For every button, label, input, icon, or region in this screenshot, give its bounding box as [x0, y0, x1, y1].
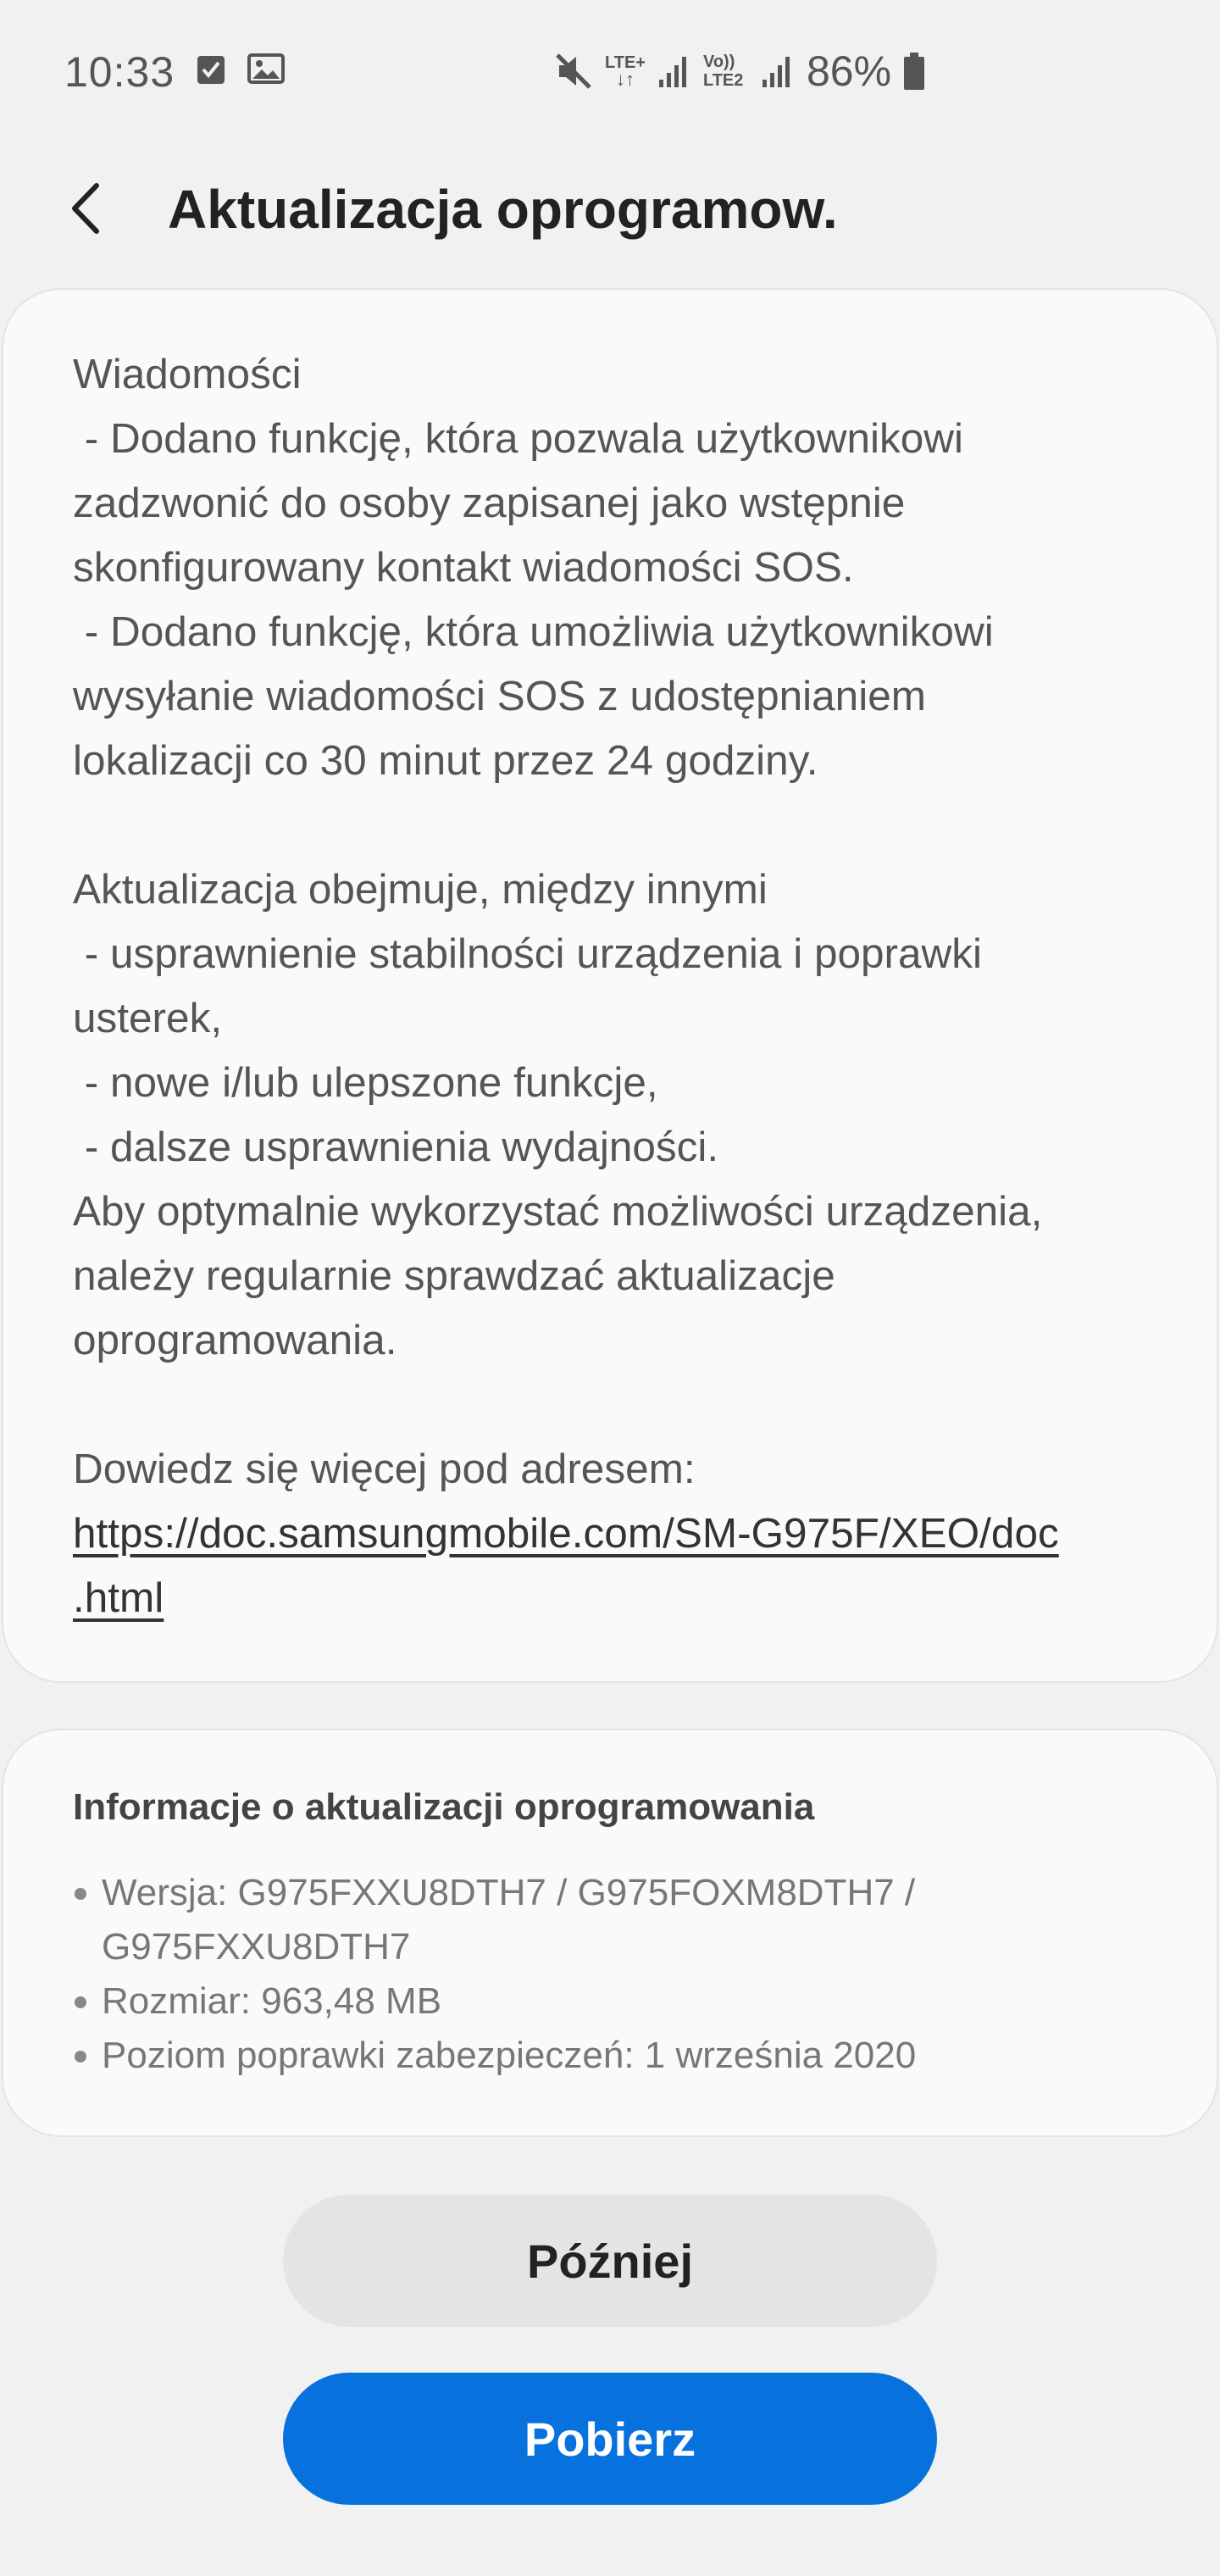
signal-icon [657, 54, 691, 88]
release-notes-paragraph: Aktualizacja obejmuje, między innymi - usprawnienie stabilności urządzenia i poprawki usterek, - nowe i/lub ulepszone funkcje, - dalsze usprawnienia wydajności. Aby optymalnie wykorzystać możliwości urządzenia, należy regularnie sprawdzać aktualizacje oprogramowania. [73, 866, 1043, 1363]
link-line[interactable]: https://doc.samsungmobile.com/SM-G975F/XEO/doc [73, 1510, 1059, 1557]
status-time: 10:33 [64, 48, 175, 96]
update-info-title: Informacje o aktualizacji oprogramowania [73, 1786, 815, 1828]
update-info-card [2, 1729, 1218, 2137]
back-button[interactable] [51, 175, 119, 242]
update-info-list [73, 1866, 1115, 2083]
image-notification-icon [247, 53, 285, 85]
network-volte-indicator: Vo)) LTE2 [702, 53, 744, 90]
size-info: Rozmiar: 963,48 MB [73, 1974, 1115, 2029]
download-button[interactable]: Pobierz [283, 2373, 937, 2505]
mute-icon [554, 52, 593, 91]
chevron-left-icon [68, 182, 102, 235]
paragraph-spacer [73, 793, 1166, 858]
security-patch-info: Poziom poprawki zabezpieczeń: 1 września 2020 [73, 2029, 1115, 2083]
paragraph-spacer [73, 1373, 1166, 1437]
version-info: Wersja: G975FXXU8DTH7 / G975FOXM8DTH7 / G975FXXU8DTH7 [73, 1866, 1115, 1974]
page-title: Aktualizacja oprogramow. [168, 179, 838, 240]
status-icons [554, 46, 925, 97]
signal-icon [761, 54, 795, 88]
more-info-link[interactable] [73, 1502, 1166, 1630]
status-bar [0, 0, 1220, 153]
data-arrows-icon: ↓↑ [615, 69, 635, 90]
link-line[interactable]: .html [73, 1574, 164, 1621]
release-notes-card [2, 288, 1218, 1683]
check-notification-icon [197, 53, 225, 85]
release-notes-paragraph: Dowiedz się więcej pod adresem: [73, 1446, 696, 1492]
battery-percentage: 86% [806, 47, 892, 95]
release-notes-paragraph: Wiadomości - Dodano funkcję, która pozwala użytkownikowi zadzwonić do osoby zapisanej jako wstępnie skonfigurowany kontakt wiadomości SOS. - Dodano funkcję, która umożliwia użytkownikowi wysyłanie wiadomości SOS z udostępnianiem lokalizacji co 30 minut przez 24 godziny. [73, 351, 994, 784]
later-button[interactable]: Później [283, 2195, 937, 2327]
network-lte-indicator: LTE+ ↓↑ [605, 53, 646, 90]
battery-icon [903, 52, 925, 91]
release-notes [73, 342, 1166, 1630]
app-header [0, 153, 1220, 280]
